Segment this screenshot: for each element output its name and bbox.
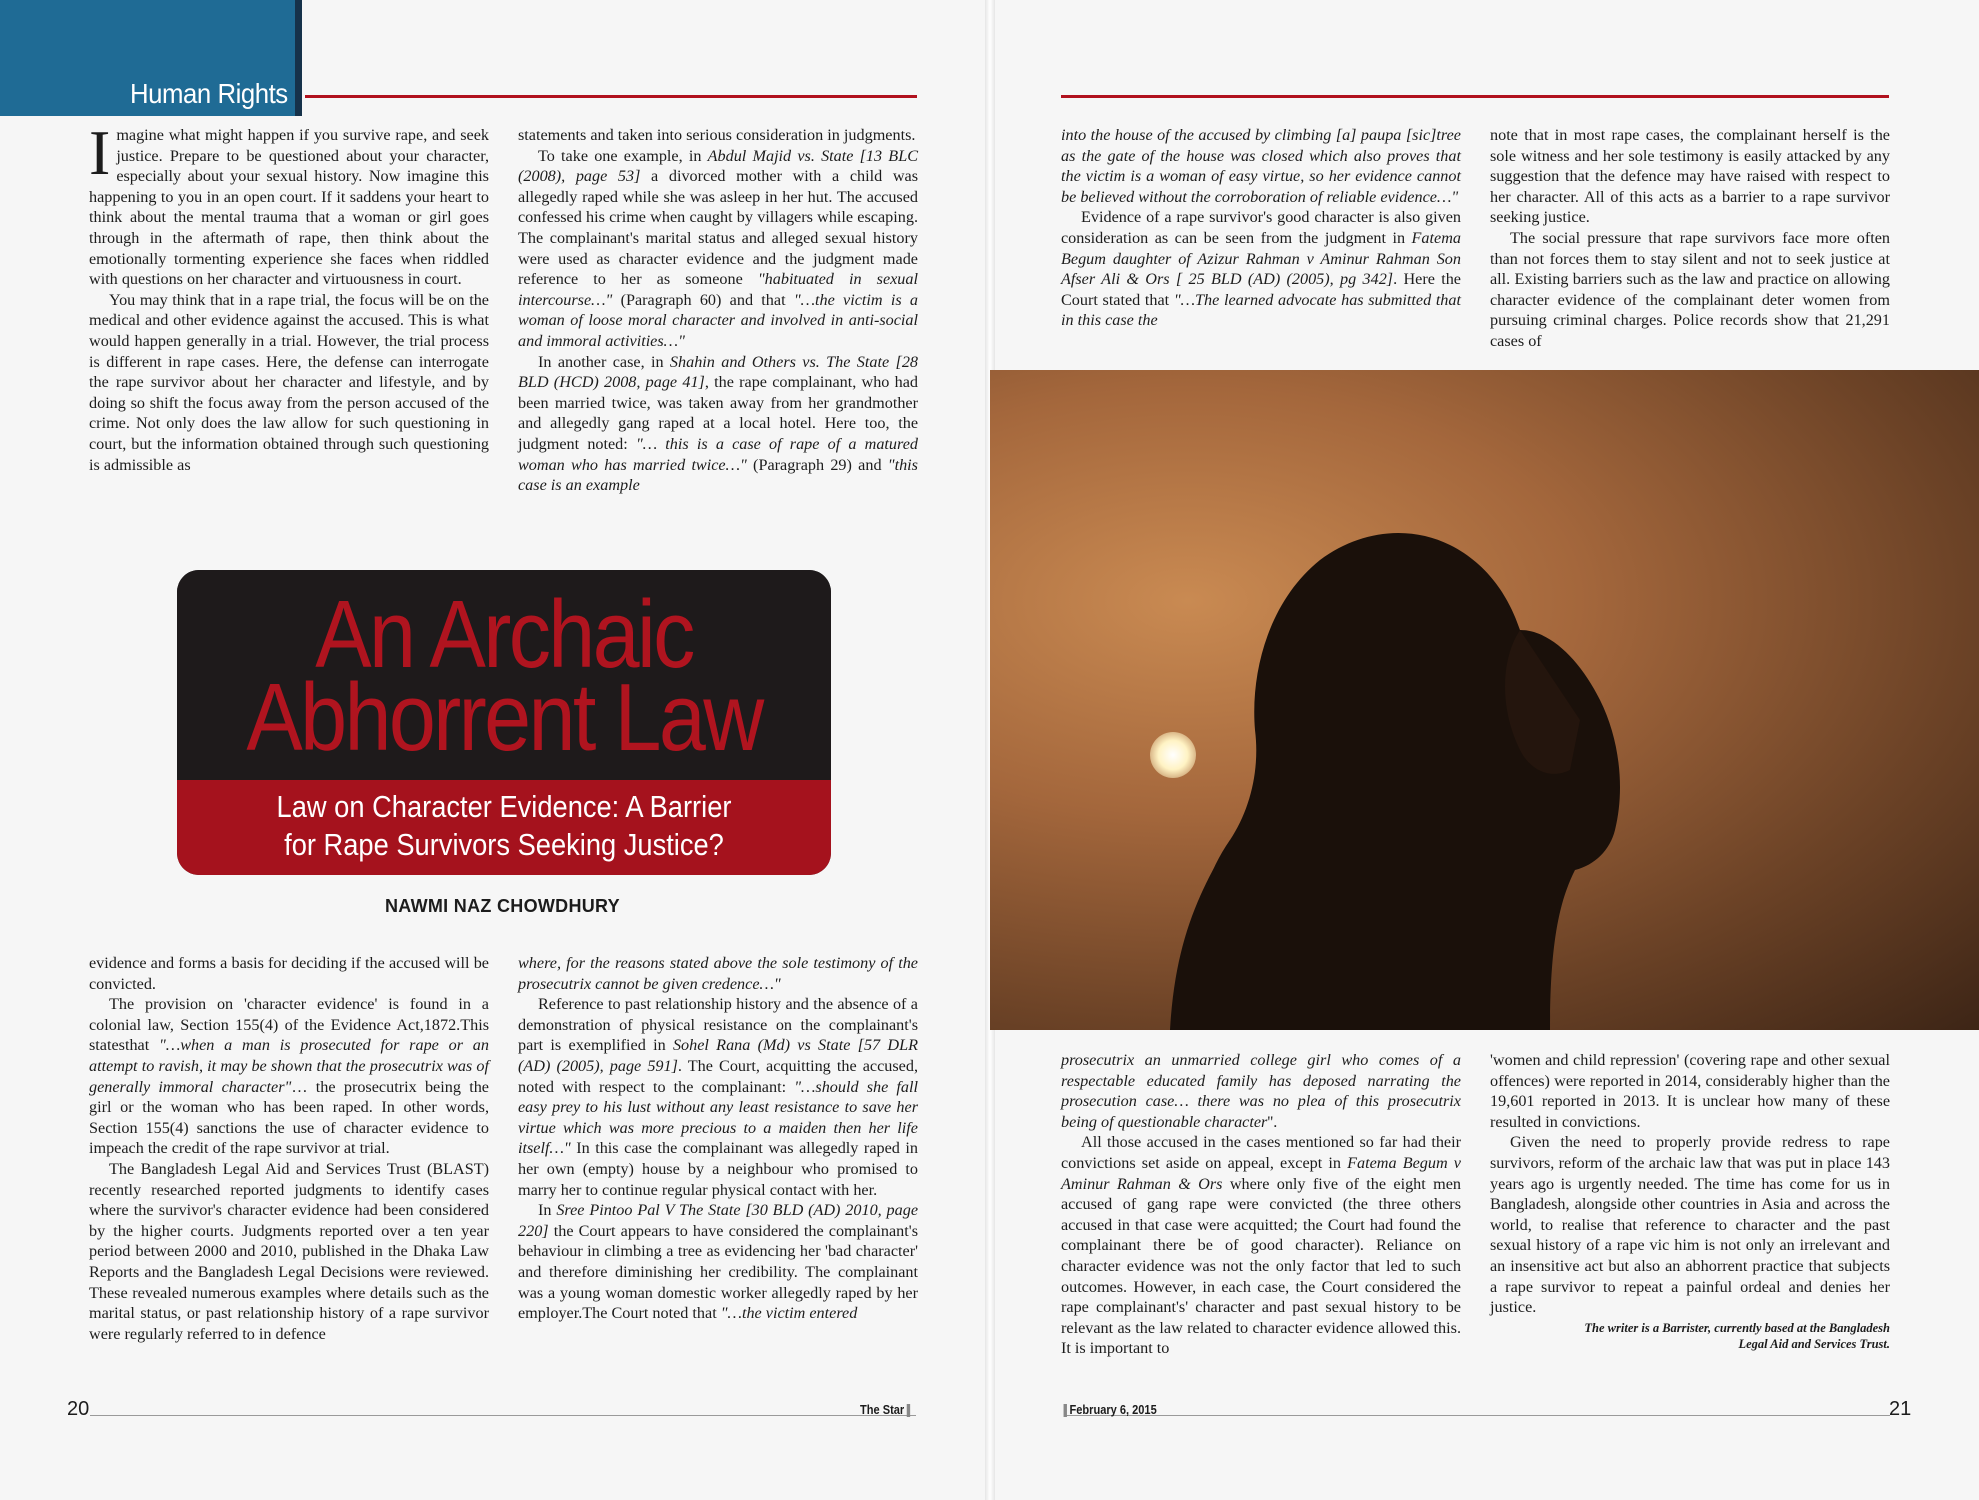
section-label: Human Rights	[130, 78, 288, 109]
page-number-left: 20	[67, 1398, 90, 1420]
publication-label: The Star	[860, 1402, 905, 1417]
publication-name	[860, 1402, 913, 1417]
headline-subtitle-line1: Law on Character Evidence: A Barrier	[276, 789, 732, 824]
credit-line-2: Legal Aid and Services Trust.	[1738, 1336, 1890, 1351]
article-column-3-bottom: prosecutrix an unmarried college girl who comes of a respectable educated family has deposed narrating the prosecution case… there was no plea of this prosecutrix being of questionable character''. All those accused in the cases mentioned so far had their convictions set aside on appeal, except in Fatema Begum v Aminur Rahman & Ors where only five of the eight men accused of gang rape were convicted (the three others accused in that case were acquitted; the Court had found the complainant there be of good character). Reliance on character evidence was not the only factor that led to such outcomes. However, in each case, the Court considered the rape complainant's' character and past sexual history to be relevant as the law related to character evidence allowed this. It is important to	[1061, 1051, 1461, 1358]
header-rule-left	[305, 95, 917, 98]
article-column-4-top: note that in most rape cases, the complainant herself is the sole witness and her sole testimony is easily attacked by any suggestion that the defence may have raised with respect to her character. All of this acts as a barrier to a rape survivor seeking justice. The social pressure that rape survivors face more often than not forces them to stay silent and not to seek justice at all. Existing barriers such as the law and practice on allowing character evidence of the complainant deter women from pursuing criminal charges. Police records show that 21,291 cases of	[1490, 126, 1890, 350]
headline-title-line1: An Archaic	[315, 581, 693, 688]
date-label: February 6, 2015	[1069, 1402, 1157, 1417]
byline: NAWMI NAZ CHOWDHURY	[384, 896, 620, 916]
author-credit	[1490, 1320, 1890, 1352]
drop-cap: I	[89, 117, 111, 188]
issue-date	[1061, 1402, 1157, 1417]
headline-box	[177, 570, 831, 875]
headline-title-line2: Abhorrent Law	[246, 664, 762, 771]
header-rule-right	[1061, 95, 1889, 98]
article-column-2-top: statements and taken into serious consideration in judgments. To take one example, in Abdul Majid vs. State [13 BLC (2008), page 53] a divorced mother with a child was allegedly raped while she was asleep in her hut. The accused confessed his crime when caught by villagers while escaping. The complainant's marital status and alleged sexual history were used as character evidence and the judgment made reference to her as someone "habituated in sexual intercourse…" (Paragraph 60) and that "…the victim is a woman of loose moral character and involved in anti-social and immoral activities…" In another case, in Shahin and Others vs. The State [28 BLD (HCD) 2008, page 41], the rape complainant, who had been married twice, was taken away from her grandmother and allegedly gang raped at a local hotel. Here too, the judgment noted: "… this is a case of rape of a matured woman who has married twice…" (Paragraph 29) and "this case is an example	[518, 126, 919, 495]
article-column-4-bottom: 'women and child repression' (covering rape and other sexual offences) were reported in 2014, considerably higher than the 19,601 reported in 2013. It is unclear how many of these resulted in convictions. Given the need to properly provide redress to rape survivors, reform of the archaic law that was put in place 143 years ago is urgently needed. The time has come for us in Bangladesh, alongside other countries in Asia and across the world, to realise that reference to character and the past sexual history of a rape vic him is not only an irrelevant and an insensitive act but also an abhorrent practice that subjects a rape survivor to repeat a painful ordeal and denies her justice. The writer is a Barrister, currently based at the Bangladesh Legal Aid and Services Trust.	[1490, 1051, 1890, 1351]
footer-rule-right	[1065, 1415, 1890, 1416]
woman-silhouette-icon	[1080, 470, 1640, 1030]
article-column-3-top: into the house of the accused by climbing [a] paupa [sic]tree as the gate of the house was closed which also proves that the victim is a woman of easy virtue, so her evidence cannot be believed without the corroboration of reliable evidence…" Evidence of a rape survivor's good character is also given consideration as can be seen from the judgment in Fatema Begum daughter of Azizur Rahman v Aminur Rahman Son Afser Ali & Ors [ 25 BLD (AD) (2005), pg 342]. Here the Court stated that "…The learned advocate has submitted that in this case the	[1061, 126, 1461, 330]
footer-rule-left	[90, 1415, 916, 1416]
article-column-2-bottom: where, for the reasons stated above the sole testimony of the prosecutrix cannot be given credence…" Reference to past relationship history and the absence of a demonstration of physical resistance on the complainant's part is exemplified in Sohel Rana (Md) vs State [57 DLR (AD) (2005), page 591]. The Court, acquitting the accused, noted with respect to the complainant: "…should she fall easy prey to his lust without any least resistance to save her virtue which was more precious to a maiden then her life itself…" In this case the complainant was allegedly raped in her own (empty) house by a neighbour who promised to marry her to continue regular physical contact with her. In Sree Pintoo Pal V The State [30 BLD (AD) 2010, page 220] the Court appears to have considered the complainant's behaviour in climbing a tree as evidencing her 'bad character' and therefore diminishing her credibility. The complainant was a young woman domestic worker allegedly raped by her employer.The Court noted that "…the victim entered	[518, 954, 919, 1323]
article-column-1-bottom: evidence and forms a basis for deciding if the accused will be convicted. The provision on 'character evidence' is found in a colonial law, Section 155(4) of the Evidence Act,1872.This statesthat "…when a man is prosecuted for rape or an attempt to ravish, it may be shown that the prosecutrix was of generally immoral character"… the prosecutrix being the girl or the woman who has been raped. In other words, Section 155(4) sanctions the use of character evidence to impeach the credit of the rape survivor at trial. The Bangladesh Legal Aid and Services Trust (BLAST) recently researched reported judgments to identify cases where the survivor's character evidence had been considered by the higher courts. Judgments reported over a ten year period between 2000 and 2010, published in the Dhaka Law Reports and the Bangladesh Legal Decisions were reviewed. These revealed numerous examples where details such as the marital status, or past relationship history of a rape survivor were regularly referred to in defence	[89, 954, 489, 1343]
article-column-1-top: Imagine what might happen if you survive rape, and seek justice. Prepare to be questioned about your character, especially about your sexual history. Now imagine this happening to you in an open court. If it saddens your heart to think about the mental trauma that a woman or girl goes through in the aftermath of rape, then think about the emotionally tormenting experience she faces when riddled with questions on her character and virtuousness in court. You may think that in a rape trial, the focus will be on the medical and other evidence against the accused. This is what would happen generally in a trial. However, the trial process is different in rape cases. Here, the defense can interrogate the rape survivor about her character and lifestyle, and by doing so shift the focus away from the person accused of the crime. Not only does the law allow for such questioning in court, but the information obtained through such questioning is admissible as	[89, 117, 489, 474]
credit-line-1: The writer is a Barrister, currently based at the Bangladesh	[1584, 1320, 1890, 1335]
headline-subtitle-line2: for Rape Survivors Seeking Justice?	[284, 827, 724, 862]
page-number-right: 21	[1889, 1398, 1912, 1420]
